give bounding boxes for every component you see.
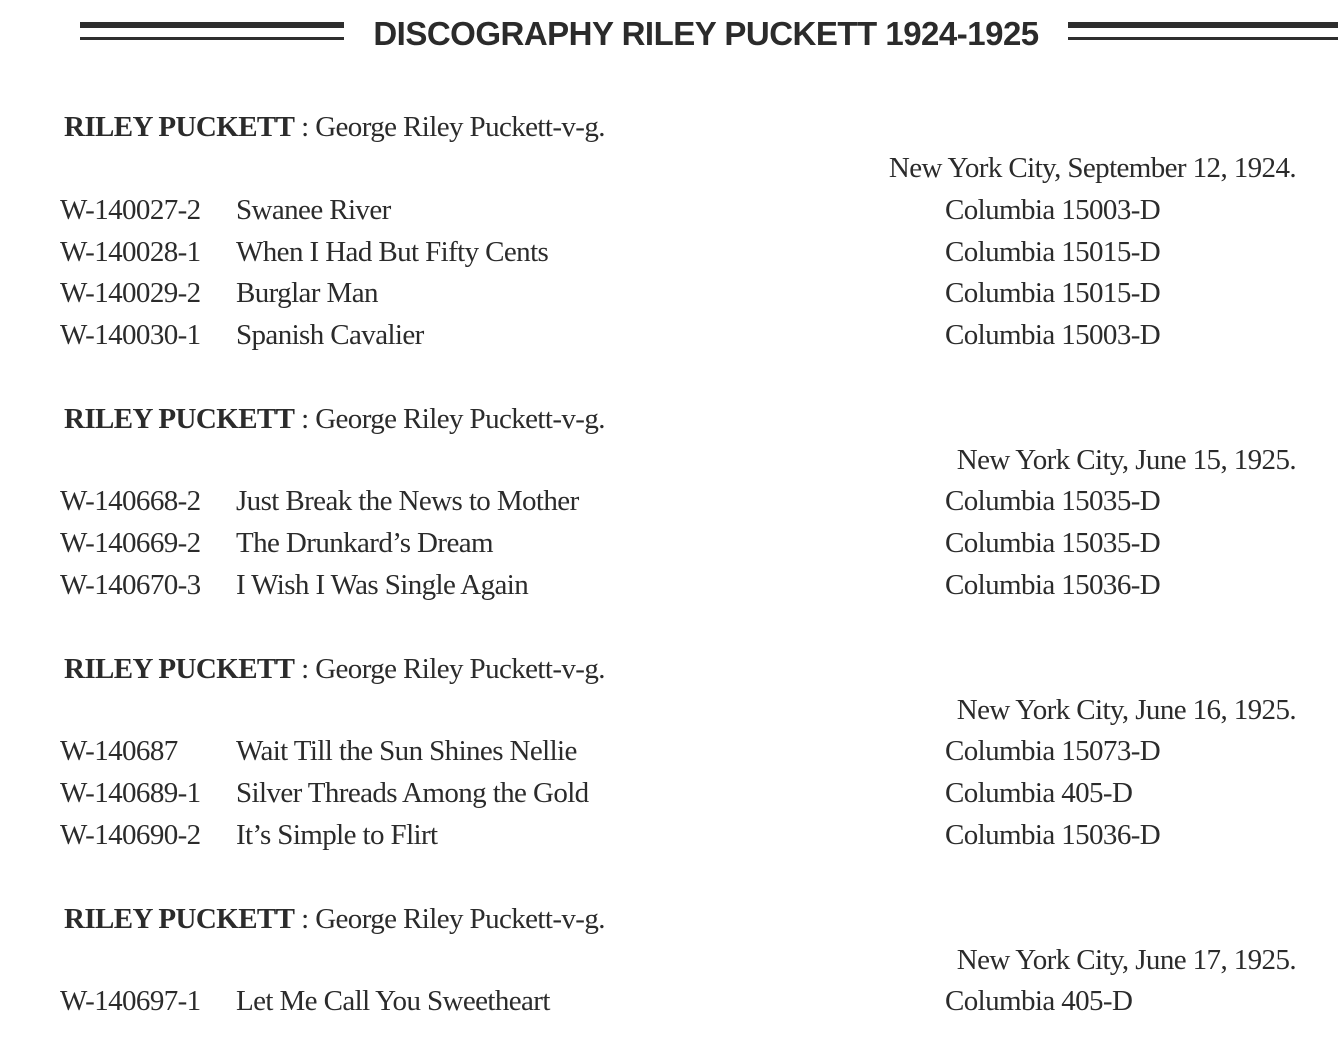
song-title: Let Me Call You Sweetheart <box>236 985 550 1017</box>
track-row <box>0 273 1338 315</box>
heading-separator: : <box>294 653 316 685</box>
session-heading <box>64 899 605 939</box>
song-title: Spanish Cavalier <box>236 319 424 351</box>
session-heading <box>64 649 605 689</box>
artist-name: RILEY PUCKETT <box>64 111 295 143</box>
issue-number: Columbia 15003-D <box>945 319 1161 351</box>
issue-number: Columbia 405-D <box>945 777 1133 809</box>
matrix-number: W-140687 <box>60 735 178 767</box>
track-row <box>0 523 1338 565</box>
personnel: George Riley Puckett-v-g. <box>315 111 605 143</box>
header-rule-left <box>80 22 344 44</box>
song-title: Silver Threads Among the Gold <box>236 777 589 809</box>
heading-separator: : <box>294 903 316 935</box>
song-title: Swanee River <box>236 194 391 226</box>
track-row <box>0 481 1338 523</box>
track-row <box>0 731 1338 773</box>
personnel: George Riley Puckett-v-g. <box>315 653 605 685</box>
song-title: It’s Simple to Flirt <box>236 819 438 851</box>
page-title: DISCOGRAPHY RILEY PUCKETT 1924-1925 <box>373 15 1039 52</box>
song-title: I Wish I Was Single Again <box>236 569 529 601</box>
matrix-number: W-140028-1 <box>60 236 201 268</box>
track-row <box>0 981 1338 1023</box>
issue-number: Columbia 15015-D <box>945 277 1161 309</box>
track-row <box>0 190 1338 232</box>
session-place-date: New York City, September 12, 1924. <box>888 152 1296 184</box>
matrix-number: W-140668-2 <box>60 485 201 517</box>
personnel: George Riley Puckett-v-g. <box>315 403 605 435</box>
matrix-number: W-140697-1 <box>60 985 201 1017</box>
matrix-number: W-140027-2 <box>60 194 201 226</box>
track-row <box>0 232 1338 274</box>
matrix-number: W-140689-1 <box>60 777 201 809</box>
matrix-number: W-140029-2 <box>60 277 201 309</box>
song-title: Wait Till the Sun Shines Nellie <box>236 735 577 767</box>
issue-number: Columbia 15073-D <box>945 735 1161 767</box>
header-rule-left-thin <box>80 37 344 40</box>
issue-number: Columbia 15035-D <box>945 485 1161 517</box>
header-rule-left-thick <box>80 22 344 28</box>
matrix-number: W-140669-2 <box>60 527 201 559</box>
issue-number: Columbia 15015-D <box>945 236 1161 268</box>
issue-number: Columbia 15035-D <box>945 527 1161 559</box>
artist-name: RILEY PUCKETT <box>64 653 295 685</box>
issue-number: Columbia 15036-D <box>945 569 1161 601</box>
song-title: Burglar Man <box>236 277 378 309</box>
header-rule-right <box>1068 22 1338 44</box>
issue-number: Columbia 15036-D <box>945 819 1161 851</box>
track-row <box>0 773 1338 815</box>
session-heading <box>64 107 605 147</box>
personnel: George Riley Puckett-v-g. <box>315 903 605 935</box>
matrix-number: W-140690-2 <box>60 819 201 851</box>
track-row <box>0 565 1338 607</box>
session-heading <box>64 399 605 439</box>
session-place-date: New York City, June 17, 1925. <box>956 944 1296 976</box>
heading-separator: : <box>294 403 316 435</box>
track-row <box>0 815 1338 857</box>
matrix-number: W-140670-3 <box>60 569 201 601</box>
artist-name: RILEY PUCKETT <box>64 403 295 435</box>
session-place-date: New York City, June 16, 1925. <box>956 694 1296 726</box>
track-row <box>0 315 1338 357</box>
issue-number: Columbia 405-D <box>945 985 1133 1017</box>
song-title: The Drunkard’s Dream <box>236 527 493 559</box>
header-rule-right-thin <box>1068 37 1338 40</box>
matrix-number: W-140030-1 <box>60 319 201 351</box>
song-title: When I Had But Fifty Cents <box>236 236 549 268</box>
artist-name: RILEY PUCKETT <box>64 903 295 935</box>
song-title: Just Break the News to Mother <box>236 485 579 517</box>
heading-separator: : <box>294 111 316 143</box>
issue-number: Columbia 15003-D <box>945 194 1161 226</box>
header-rule-right-thick <box>1068 22 1338 28</box>
session-place-date: New York City, June 15, 1925. <box>956 444 1296 476</box>
